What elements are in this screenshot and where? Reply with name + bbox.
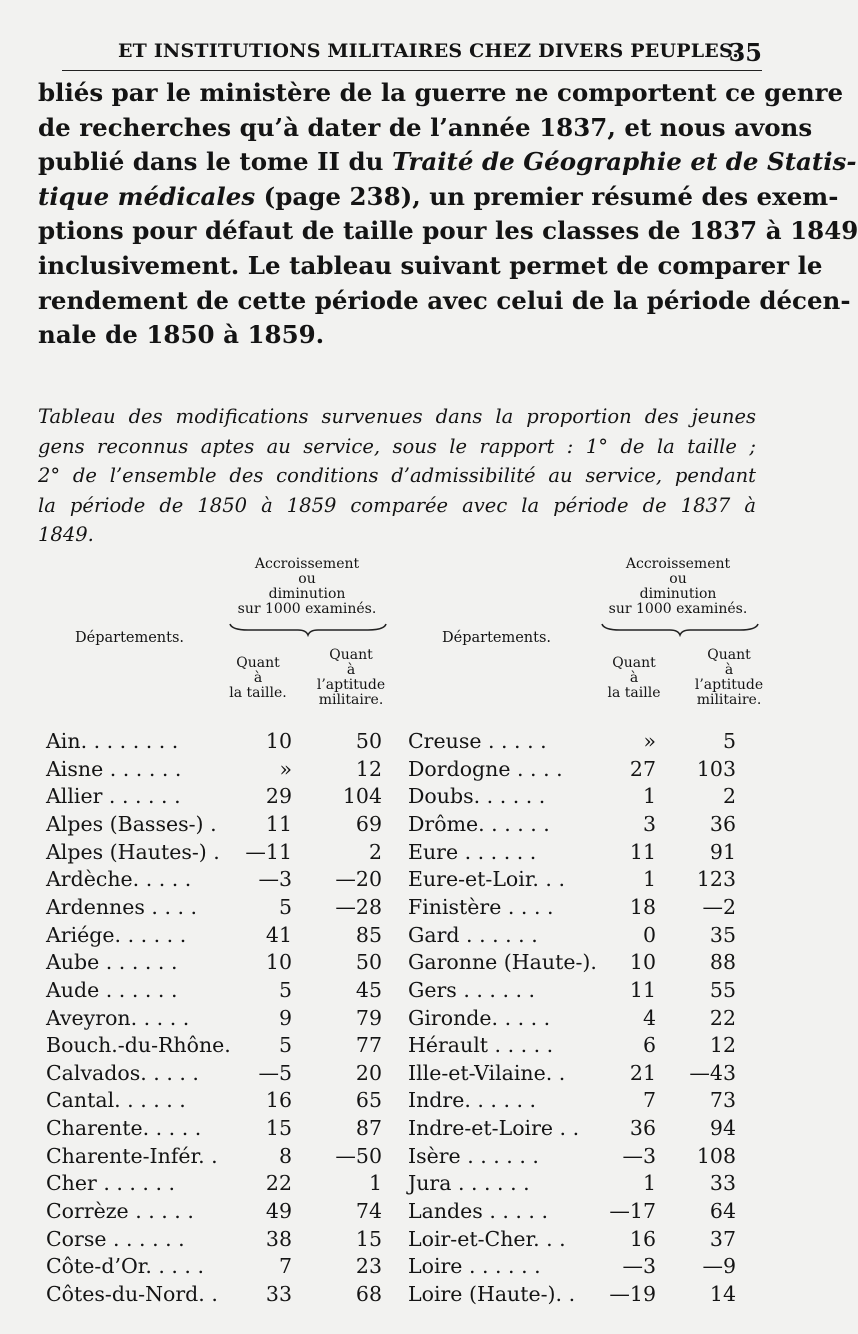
header-line: la taille. — [229, 685, 287, 701]
table-row — [408, 1060, 748, 1087]
aptitude-value: 22 — [709, 1005, 736, 1030]
aptitude-value: 79 — [355, 1005, 382, 1030]
header-line: Quant — [707, 647, 751, 663]
table-row — [408, 866, 748, 893]
italic-text: Traité de Géographie et de Statis- — [392, 147, 857, 177]
aptitude-value: 2 — [722, 784, 736, 809]
taille-value: 0 — [642, 922, 656, 947]
header-line: sur 1000 examinés. — [237, 601, 377, 617]
header-line: diminution — [639, 586, 717, 602]
header-line: ou — [669, 571, 687, 587]
header-line: ou — [298, 571, 316, 587]
department-name: Cantal. . . . . . — [46, 1088, 186, 1113]
italic-text: tique médicales — [38, 181, 256, 211]
department-name: Ardennes . . . . — [46, 894, 198, 919]
aptitude-value: 91 — [709, 839, 736, 864]
table-row — [408, 1115, 748, 1142]
taille-value: 16 — [629, 1226, 656, 1251]
table-row — [408, 1032, 748, 1059]
taille-value: 1 — [642, 867, 656, 892]
taille-value: 22 — [265, 1171, 292, 1196]
table-row — [46, 1143, 386, 1170]
running-title: ET INSTITUTIONS MILITAIRES CHEZ DIVERS PEUPLES. — [118, 40, 740, 62]
aptitude-value: 55 — [709, 977, 736, 1002]
table-row — [46, 839, 386, 866]
taille-value: 33 — [265, 1282, 292, 1306]
table-row — [46, 1115, 386, 1142]
header-line: l’aptitude — [316, 677, 386, 693]
department-name: Isère . . . . . . — [408, 1143, 539, 1168]
table-row — [46, 1170, 386, 1197]
aptitude-value: —20 — [335, 867, 382, 892]
table-row — [46, 894, 386, 921]
running-header — [62, 40, 762, 71]
department-name: Aveyron. . . . . — [46, 1005, 190, 1030]
brace-right — [600, 620, 760, 636]
table-row — [46, 1087, 386, 1114]
group-header-left — [212, 557, 402, 617]
caption-line: 1849. — [38, 523, 94, 546]
table-caption — [38, 402, 756, 550]
table-row — [46, 977, 386, 1004]
body-text-segment: bliés par le ministère de la guerre ne comportent ce genre — [38, 78, 844, 107]
body-text-segment: publié dans le tome II du — [38, 147, 392, 177]
department-name: Gard . . . . . . — [408, 922, 538, 947]
taille-value: 16 — [265, 1088, 292, 1113]
department-name: Garonne (Haute-). — [408, 950, 597, 975]
body-line — [38, 145, 857, 180]
header-line: militaire. — [318, 692, 384, 708]
department-name: Finistère . . . . — [408, 894, 554, 919]
taille-value: —3 — [622, 1143, 656, 1168]
body-text-segment: de recherches qu’à dater de l’année 1837, et nous avons — [38, 112, 813, 142]
aptitude-value: 33 — [709, 1171, 736, 1196]
department-name: Indre-et-Loire . . — [408, 1116, 580, 1141]
caption-line: 2° de l’ensemble des conditions d’admissibilité au service, pendant — [38, 464, 756, 487]
body-text-segment: inclusivement. Le tableau suivant permet de comparer le — [38, 250, 823, 280]
department-name: Calvados. . . . . — [46, 1060, 199, 1085]
department-name: Drôme. . . . . . — [408, 811, 550, 836]
department-name: Cher . . . . . . — [46, 1171, 176, 1196]
taille-value: 36 — [629, 1116, 656, 1141]
taille-value: 5 — [278, 1033, 292, 1058]
aptitude-value: 88 — [709, 950, 736, 975]
department-name: Doubs. . . . . . — [408, 784, 546, 809]
taille-value: 8 — [278, 1143, 292, 1168]
taille-value: 11 — [629, 839, 656, 864]
col-aptitude-header-right — [684, 648, 774, 708]
table-row — [46, 1281, 386, 1308]
table-row — [408, 1226, 748, 1253]
table-row — [408, 728, 748, 755]
taille-value: 11 — [629, 977, 656, 1002]
taille-value: —11 — [245, 839, 292, 864]
taille-value: 5 — [278, 977, 292, 1002]
aptitude-value: 94 — [709, 1116, 736, 1141]
header-line: la taille — [607, 685, 661, 701]
table-row — [46, 783, 386, 810]
taille-value: 7 — [642, 1088, 656, 1113]
aptitude-value: —43 — [689, 1060, 736, 1085]
caption-line: Tableau des modifications survenues dans la proportion des jeunes — [38, 405, 756, 428]
aptitude-value: —9 — [702, 1254, 736, 1279]
aptitude-value: 12 — [355, 756, 382, 781]
table-row — [46, 866, 386, 893]
table-row — [46, 949, 386, 976]
table-row — [408, 811, 748, 838]
header-line: diminution — [268, 586, 346, 602]
table-row — [408, 1087, 748, 1114]
table-row — [46, 811, 386, 838]
taille-value: —17 — [609, 1199, 656, 1224]
table-row — [408, 1143, 748, 1170]
department-name: Gironde. . . . . — [408, 1005, 551, 1030]
aptitude-value: 1 — [368, 1171, 382, 1196]
department-name: Hérault . . . . . — [408, 1033, 554, 1058]
table-row — [408, 1281, 748, 1308]
body-line — [38, 249, 823, 284]
dept-header-left: Départements. — [75, 630, 185, 646]
table-row — [46, 728, 386, 755]
department-name: Aube . . . . . . — [46, 950, 178, 975]
department-name: Creuse . . . . . — [408, 729, 547, 753]
aptitude-value: 104 — [342, 784, 382, 809]
header-line: à — [629, 670, 639, 686]
aptitude-value: 15 — [355, 1226, 382, 1251]
table-row — [46, 756, 386, 783]
header-line: sur 1000 examinés. — [608, 601, 748, 617]
table-row — [408, 977, 748, 1004]
body-text-segment: (page 238), un premier résumé des exem- — [255, 181, 839, 211]
aptitude-value: 45 — [355, 977, 382, 1002]
department-name: Eure-et-Loir. . . — [408, 867, 565, 892]
department-name: Côtes-du-Nord. . — [46, 1282, 218, 1306]
taille-value: 10 — [629, 950, 656, 975]
body-line — [38, 318, 756, 353]
department-name: Ariége. . . . . . — [46, 922, 187, 947]
department-name: Bouch.-du-Rhône. — [46, 1033, 231, 1058]
aptitude-value: 68 — [355, 1282, 382, 1306]
department-name: Eure . . . . . . — [408, 839, 537, 864]
taille-value: » — [279, 756, 292, 781]
aptitude-value: 87 — [355, 1116, 382, 1141]
aptitude-value: —2 — [702, 894, 736, 919]
header-line: l’aptitude — [694, 677, 764, 693]
col-aptitude-header-left — [306, 648, 396, 708]
aptitude-value: 14 — [709, 1282, 736, 1306]
caption-line: la période de 1850 à 1859 comparée avec la période de 1837 à — [38, 493, 756, 517]
aptitude-value: 20 — [355, 1060, 382, 1085]
aptitude-value: 69 — [355, 811, 382, 836]
department-name: Alpes (Basses-) . — [46, 811, 217, 836]
table-row — [46, 1005, 386, 1032]
table-row — [408, 756, 748, 783]
department-name: Gers . . . . . . — [408, 977, 536, 1002]
table-row — [408, 839, 748, 866]
taille-value: 15 — [265, 1116, 292, 1141]
taille-value: » — [643, 729, 656, 753]
group-header-right — [588, 557, 768, 617]
header-line: à — [724, 662, 734, 678]
header-line: Quant — [329, 647, 373, 663]
page-number: 35 — [728, 38, 762, 67]
aptitude-value: 65 — [355, 1088, 382, 1113]
department-name: Ain. . . . . . . . — [46, 729, 179, 753]
table-row — [46, 1032, 386, 1059]
aptitude-value: 64 — [709, 1199, 736, 1224]
col-taille-header-left — [218, 656, 298, 701]
header-line: Accroissement — [254, 556, 360, 572]
aptitude-value: 77 — [355, 1033, 382, 1058]
department-name: Ille-et-Vilaine. . — [408, 1060, 566, 1085]
department-name: Dordogne . . . . — [408, 756, 563, 781]
taille-value: 10 — [265, 950, 292, 975]
aptitude-value: 23 — [355, 1254, 382, 1279]
body-paragraph — [38, 76, 858, 353]
taille-value: 49 — [265, 1199, 292, 1224]
table-row — [408, 1198, 748, 1225]
aptitude-value: —50 — [335, 1143, 382, 1168]
aptitude-value: 103 — [696, 756, 736, 781]
department-name: Corse . . . . . . — [46, 1226, 185, 1251]
body-line — [38, 76, 844, 111]
department-name: Jura . . . . . . — [408, 1171, 530, 1196]
taille-value: 21 — [629, 1060, 656, 1085]
aptitude-value: 74 — [355, 1199, 382, 1224]
header-line: Quant — [612, 655, 656, 671]
department-name: Charente. . . . . — [46, 1116, 202, 1141]
department-name: Corrèze . . . . . — [46, 1199, 194, 1224]
taille-value: —5 — [258, 1060, 292, 1085]
dept-header-right: Départements. — [442, 630, 552, 646]
table-row — [46, 1253, 386, 1280]
body-line — [38, 180, 839, 215]
aptitude-value: 2 — [368, 839, 382, 864]
table-row — [46, 1198, 386, 1225]
taille-value: 38 — [265, 1226, 292, 1251]
table-row — [408, 894, 748, 921]
taille-value: 3 — [642, 811, 656, 836]
department-name: Allier . . . . . . — [46, 784, 181, 809]
col-taille-header-right — [594, 656, 674, 701]
body-text-segment: nale de 1850 à 1859. — [38, 320, 325, 350]
table-row — [408, 1253, 748, 1280]
department-name: Indre. . . . . . — [408, 1088, 537, 1113]
taille-value: 1 — [642, 784, 656, 809]
table-row — [408, 1170, 748, 1197]
taille-value: —3 — [622, 1254, 656, 1279]
department-name: Loir-et-Cher. . . — [408, 1226, 566, 1251]
taille-value: 1 — [642, 1171, 656, 1196]
header-line: Quant — [236, 655, 280, 671]
taille-value: 11 — [265, 811, 292, 836]
header-line: à — [253, 670, 263, 686]
body-text-segment: rendement de cette période avec celui de la période décen- — [38, 285, 851, 315]
aptitude-value: 85 — [355, 922, 382, 947]
header-line: Accroissement — [625, 556, 731, 572]
aptitude-value: 36 — [709, 811, 736, 836]
department-name: Loire (Haute-). . — [408, 1282, 576, 1306]
department-name: Aude . . . . . . — [46, 977, 178, 1002]
taille-value: 4 — [642, 1005, 656, 1030]
table-row — [408, 922, 748, 949]
department-name: Alpes (Hautes-) . — [46, 839, 220, 864]
table-row — [408, 949, 748, 976]
aptitude-value: 73 — [709, 1088, 736, 1113]
aptitude-value: —28 — [335, 894, 382, 919]
aptitude-value: 35 — [709, 922, 736, 947]
taille-value: 5 — [278, 894, 292, 919]
aptitude-value: 123 — [696, 867, 736, 892]
taille-value: 18 — [629, 894, 656, 919]
aptitude-value: 108 — [696, 1143, 736, 1168]
department-name: Landes . . . . . — [408, 1199, 548, 1224]
body-line — [38, 111, 813, 146]
taille-value: 6 — [642, 1033, 656, 1058]
aptitude-value: 12 — [709, 1033, 736, 1058]
body-line — [38, 214, 858, 249]
taille-value: 9 — [278, 1005, 292, 1030]
table-row — [46, 922, 386, 949]
brace-left — [228, 620, 388, 636]
taille-value: 41 — [265, 922, 292, 947]
aptitude-value: 50 — [355, 729, 382, 753]
taille-value: 27 — [629, 756, 656, 781]
caption-line: gens reconnus aptes au service, sous le rapport : 1° de la taille ; — [38, 434, 756, 458]
taille-value: —3 — [258, 867, 292, 892]
department-name: Côte-d’Or. . . . . — [46, 1254, 204, 1279]
table-row — [46, 1060, 386, 1087]
header-line: militaire. — [696, 692, 762, 708]
body-line — [38, 284, 851, 319]
taille-value: —19 — [609, 1282, 656, 1306]
department-name: Ardèche. . . . . — [46, 867, 192, 892]
table-row — [408, 1005, 748, 1032]
table-row — [46, 1226, 386, 1253]
department-name: Loire . . . . . . — [408, 1254, 541, 1279]
aptitude-value: 5 — [722, 729, 736, 753]
taille-value: 10 — [265, 729, 292, 753]
aptitude-value: 50 — [355, 950, 382, 975]
table-row — [408, 783, 748, 810]
taille-value: 29 — [265, 784, 292, 809]
department-name: Aisne . . . . . . — [46, 756, 182, 781]
body-text-segment: ptions pour défaut de taille pour les classes de 1837 à 1849 — [38, 216, 858, 246]
aptitude-value: 37 — [709, 1226, 736, 1251]
taille-value: 7 — [278, 1254, 292, 1279]
header-line: à — [346, 662, 356, 678]
department-name: Charente-Infér. . — [46, 1143, 218, 1168]
